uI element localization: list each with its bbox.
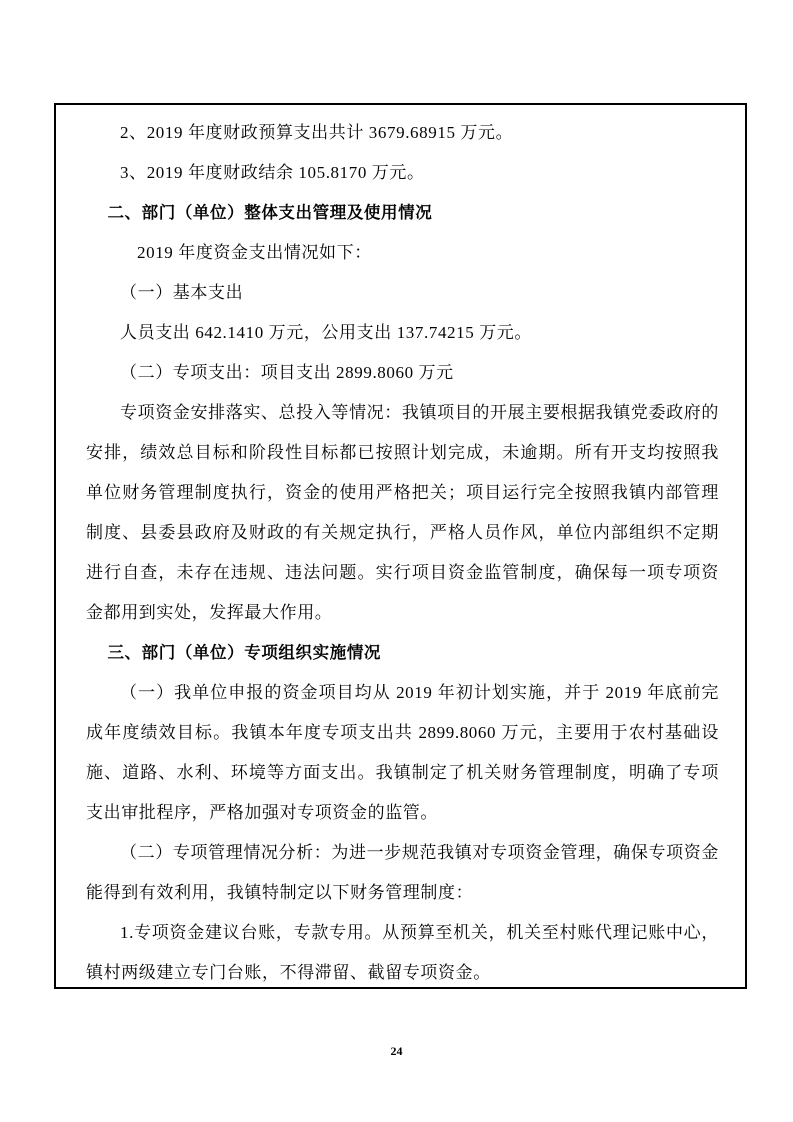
paragraph-special-management-analysis: （二）专项管理情况分析：为进一步规范我镇对专项资金管理，确保专项资金能得到有效利用，我镇特制定以下财务管理制度： — [86, 843, 719, 902]
paragraph-ledger-rule: 1.专项资金建议台账，专款专用。从预算至机关，机关至村账代理记账中心，镇村两级建立专门台账，不得滞留、截留专项资金。 — [86, 923, 719, 982]
content-border-box — [54, 103, 747, 989]
paragraph-special-funds-arrangement: 专项资金安排落实、总投入等情况：我镇项目的开展主要根据我镇党委政府的安排，绩效总目标和阶段性目标都已按照计划完成，未逾期。所有开支均按照我单位财务管理制度执行，资金的使用严格把关；项目运行完全按照我镇内部管理制度、县委县政府及财政的有关规定执行，严格人员作风，单位内部组织不定期进行自查，未存在违规、违法问题。实行项目资金监管制度，确保每一项专项资金都用到实处，发挥最大作用。 — [86, 403, 719, 622]
paragraph-personnel-public-expense: 人员支出 642.1410 万元，公用支出 137.74215 万元。 — [120, 323, 532, 342]
paragraph-basic-expenditure-label: （一）基本支出 — [120, 283, 244, 302]
paragraph-budget-expenditure: 2、2019 年度财政预算支出共计 3679.68915 万元。 — [120, 123, 514, 142]
section-heading-3: 三、部门（单位）专项组织实施情况 — [107, 644, 382, 662]
section-heading-2: 二、部门（单位）整体支出管理及使用情况 — [107, 204, 433, 222]
paragraph-special-expenditure-label: （二）专项支出：项目支出 2899.8060 万元 — [120, 363, 454, 382]
paragraph-funds-intro: 2019 年度资金支出情况如下： — [137, 243, 372, 262]
paragraph-fiscal-balance: 3、2019 年度财政结余 105.8170 万元。 — [120, 163, 425, 182]
paragraph-project-implementation: （一）我单位申报的资金项目均从 2019 年初计划实施，并于 2019 年底前完成年度绩效目标。我镇本年度专项支出共 2899.8060 万元，主要用于农村基础设施、道路、水利、环境等方面支出。我镇制定了机关财务管理制度，明确了专项支出审批程序，严格加强对专项资金的监管。 — [86, 683, 719, 822]
page-number: 24 — [390, 1044, 403, 1058]
